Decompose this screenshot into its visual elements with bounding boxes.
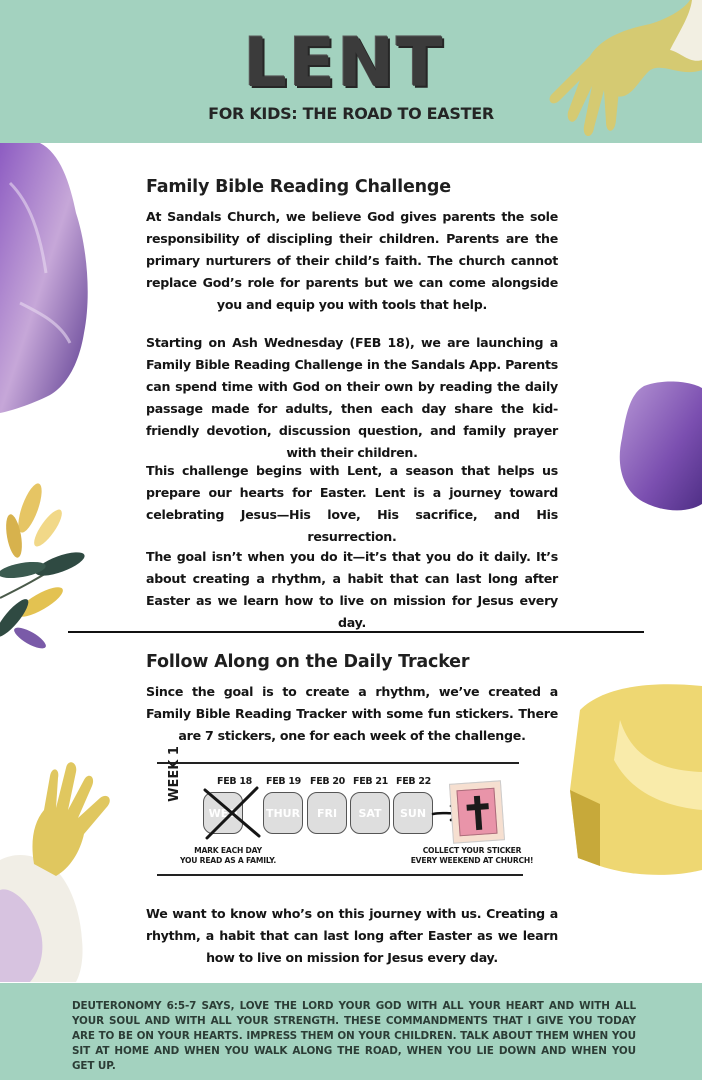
mark-each-day-note bbox=[169, 846, 287, 865]
note-line: MARK EACH DAY bbox=[194, 846, 262, 855]
daily-tracker-graphic bbox=[157, 746, 534, 876]
cross-icon bbox=[458, 789, 499, 838]
purple-rock-right bbox=[616, 378, 702, 514]
tracker-day-box[interactable]: SAT bbox=[350, 792, 390, 834]
section-daily-tracker bbox=[146, 652, 558, 672]
tracker-day-box[interactable]: FRI bbox=[307, 792, 347, 834]
section-title-daily-tracker: Follow Along on the Daily Tracker bbox=[146, 652, 470, 672]
paragraph-intro: At Sandals Church, we believe God gives parents the sole responsibility of discipling their children. Parents are the primary nurturers of their child’s faith. The church cannot replace God’s role for parents but we can come alongside you and equip you with tools that help. bbox=[146, 209, 558, 312]
tracker-day-box[interactable]: SUN bbox=[393, 792, 433, 834]
week-label: WEEK 1 bbox=[167, 746, 182, 802]
tracker-bottom-rule bbox=[157, 874, 523, 876]
tracker-day-box[interactable]: WED bbox=[203, 792, 243, 834]
note-line: YOU READ AS A FAMILY. bbox=[179, 855, 277, 865]
paragraph-closing: We want to know who’s on this journey with us. Creating a rhythm, a habit that can last long after Easter as we learn how to live on mission for Jesus every day. bbox=[146, 906, 558, 965]
section-divider bbox=[68, 631, 644, 633]
section-reading-challenge bbox=[146, 177, 558, 197]
tracker-date: FEB 22 bbox=[396, 776, 431, 787]
header-band bbox=[0, 0, 702, 143]
note-line: EVERY WEEKEND AT CHURCH! bbox=[410, 855, 534, 865]
sticker-card bbox=[456, 788, 497, 837]
collect-sticker-note bbox=[409, 846, 535, 865]
scripture-verse: DEUTERONOMY 6:5-7 SAYS, LOVE THE LORD YOUR GOD WITH ALL YOUR HEART AND WITH ALL YOUR SOUL AND WITH ALL YOUR STRENGTH. THESE COMMANDMENTS THAT I GIVE YOU TODAY ARE TO BE ON YOUR HEARTS. IMPRESS THEM ON YOUR CHILDREN. TALK ABOUT THEM WHEN YOU SIT AT HOME AND WHEN YOU WALK ALONG THE ROAD, WHEN YOU LIE DOWN AND WHEN YOU GET UP. bbox=[72, 1000, 636, 1072]
paragraph-tracker-intro: Since the goal is to create a rhythm, we’ve created a Family Bible Reading Tracker with some fun stickers. There are 7 stickers, one for each week of the challenge. bbox=[146, 684, 558, 743]
paragraph-launch: Starting on Ash Wednesday (FEB 18), we are launching a Family Bible Reading Challenge in the Sandals App. Parents can spend time with God on their own by reading the daily passage made for adults, then each day share the kid-friendly devotion, discussion question, and family prayer with their children. bbox=[146, 335, 558, 460]
tracker-date: FEB 20 bbox=[310, 776, 345, 787]
purple-rock-left bbox=[0, 143, 92, 415]
section-title-reading-challenge: Family Bible Reading Challenge bbox=[146, 177, 451, 197]
tracker-date: FEB 21 bbox=[353, 776, 388, 787]
page-subtitle: FOR KIDS: THE ROAD TO EASTER bbox=[208, 104, 494, 123]
paragraph-lent-season: This challenge begins with Lent, a season that helps us prepare our hearts for Easter. Lent is a journey toward celebrating Jesus—His love, His sacrifice, and His resurrection. bbox=[146, 463, 558, 544]
golden-stone-illustration bbox=[570, 680, 702, 878]
lent-logo: LENT bbox=[243, 23, 445, 103]
cross-sticker bbox=[449, 780, 505, 843]
open-hand-illustration bbox=[0, 760, 130, 982]
tracker-date: FEB 19 bbox=[266, 776, 301, 787]
x-mark-icon bbox=[201, 786, 263, 840]
paragraph-goal: The goal isn’t when you do it—it’s that you do it daily. It’s about creating a rhythm, a habit that can last long after Easter as we learn how to live on mission for Jesus every day. bbox=[146, 549, 558, 630]
note-line: COLLECT YOUR STICKER bbox=[422, 846, 522, 855]
tracker-date: FEB 18 bbox=[217, 776, 252, 787]
scripture-footer bbox=[0, 983, 702, 1080]
tracker-top-rule bbox=[157, 762, 519, 764]
tracker-day-box[interactable]: THUR bbox=[263, 792, 303, 834]
reaching-hand-illustration bbox=[520, 0, 702, 143]
